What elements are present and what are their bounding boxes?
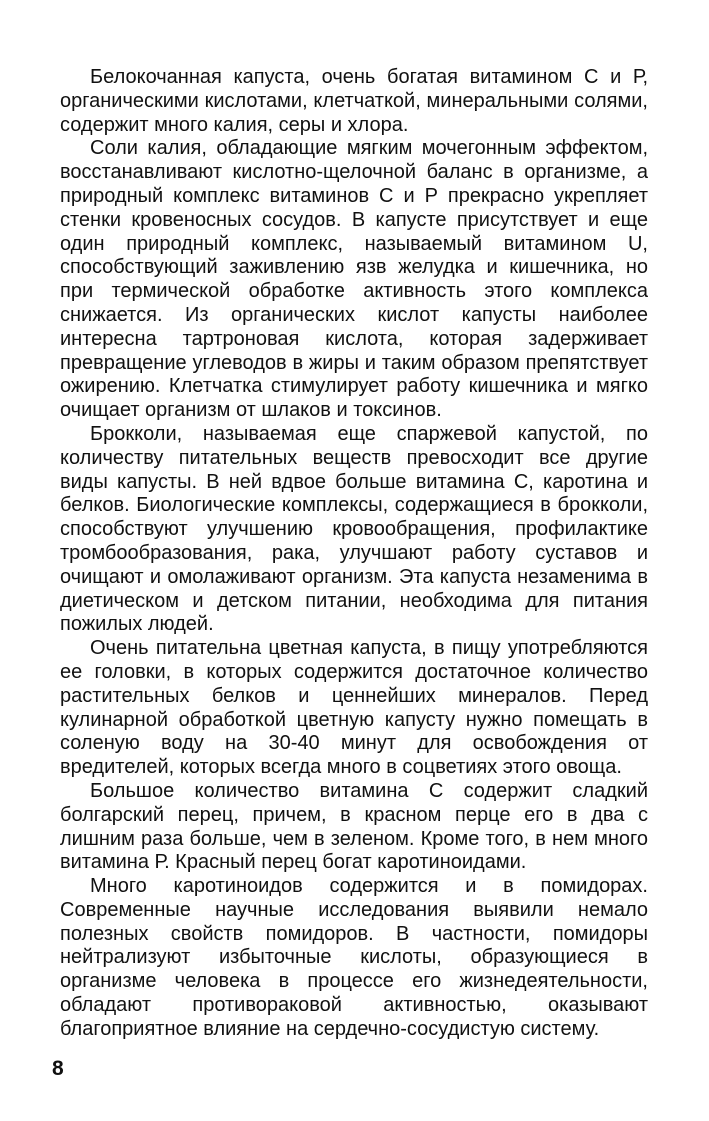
page-body	[60, 66, 648, 1042]
paragraph-potassium-salts: Соли калия, обладающие мягким мочегонным эффектом, восстанавливают кислотно-щелочной баланс в организме, а природный комплекс витаминов С и Р прекрасно укрепляет стенки кровеносных сосудов. В капусте присутствует и еще один природный комплекс, называемый витамином U, способствующий заживлению язв желудка и кишечника, но при термической обработке активность этого комплекса снижается. Из органических кислот капусты наиболее интересна тартроновая кислота, которая задерживает превращение углеводов в жиры и таким образом препятствует ожирению. Клетчатка стимулирует работу кишечника и мягко очищает организм от шлаков и токсинов.	[60, 137, 648, 422]
paragraph-tomatoes: Много каротиноидов содержится и в помидорах. Современные научные исследования выявили немало полезных свойств помидоров. В частности, помидоры нейтрализуют избыточные кислоты, образующиеся в организме человека в процессе его жизнедеятельности, обладают противораковой активностью, оказывают благоприятное влияние на сердечно-сосудистую систему.	[60, 875, 648, 1040]
page-number: 8	[52, 1057, 64, 1080]
paragraph-cauliflower: Очень питательна цветная капуста, в пищу употребляются ее головки, в которых содержится достаточное количество растительных белков и ценнейших минералов. Перед кулинарной обработкой цветную капусту нужно помещать в соленую воду на 30-40 минут для освобождения от вредителей, которых всегда много в соцветиях этого овоща.	[60, 637, 648, 779]
paragraph-bell-pepper: Большое количество витамина С содержит сладкий болгарский перец, причем, в красном перце его в два с лишним раза больше, чем в зеленом. Кроме того, в нем много витамина Р. Красный перец богат каротиноидами.	[60, 779, 648, 874]
paragraph-white-cabbage: Белокочанная капуста, очень богатая витамином С и Р, органическими кислотами, клетчаткой, минеральными солями, содержит много калия, серы и хлора.	[60, 66, 648, 136]
paragraph-broccoli: Брокколи, называемая еще спаржевой капустой, по количеству питательных веществ превосходит все другие виды капусты. В ней вдвое больше витамина С, каротина и белков. Биологические комплексы, содержащиеся в брокколи, способствуют улучшению кровообращения, профилактике тромбообразования, рака, улучшают работу суставов и очищают и омолаживают организм. Эта капуста незаменима в диетическом и детском питании, необходима для питания пожилых людей.	[60, 422, 648, 636]
